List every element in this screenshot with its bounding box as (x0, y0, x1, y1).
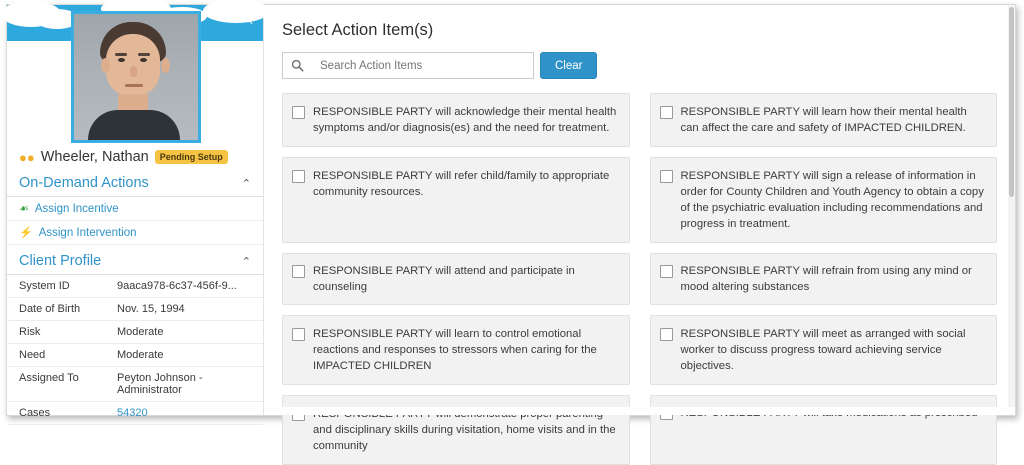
checkbox[interactable] (292, 106, 305, 119)
checkbox[interactable] (292, 170, 305, 183)
table-row (7, 275, 263, 298)
panel-bottom-edge (264, 407, 1015, 415)
row-value: Moderate (105, 321, 263, 344)
scrollbar-thumb[interactable] (1009, 7, 1014, 197)
photo-ear-right (161, 58, 170, 73)
person-icon: ●● (19, 149, 35, 165)
chevron-up-icon[interactable]: ⌃ (241, 177, 251, 190)
vertical-scrollbar[interactable] (1008, 5, 1015, 415)
row-label: Cases (7, 402, 105, 425)
chevron-up-icon[interactable]: ⌃ (241, 255, 251, 268)
bolt-icon: ⚡ (19, 227, 33, 239)
table-row (7, 367, 263, 402)
row-label: Risk (7, 321, 105, 344)
chevron-left-icon[interactable]: ‹ (249, 14, 253, 28)
row-label: Date of Birth (7, 298, 105, 321)
list-item[interactable] (282, 315, 630, 385)
row-value: Peyton Johnson - Administrator (105, 367, 263, 402)
photo-eye-left (118, 58, 125, 62)
list-item[interactable] (650, 395, 998, 465)
assign-incentive-label: Assign Incentive (34, 202, 119, 215)
row-label: Need (7, 344, 105, 367)
list-item[interactable] (282, 395, 630, 465)
checkbox[interactable] (660, 170, 673, 183)
trophy-icon: ☙ (19, 203, 29, 215)
search-input[interactable] (312, 52, 534, 79)
action-item-label: RESPONSIBLE PARTY will refrain from using any mind or mood altering substances (680, 265, 972, 293)
section-title: Client Profile (19, 253, 102, 269)
photo-shirt (88, 110, 180, 140)
checkbox[interactable] (660, 106, 673, 119)
photo-eye-right (140, 58, 147, 62)
list-item[interactable] (282, 253, 630, 305)
list-item[interactable] (650, 315, 998, 385)
client-name: Wheeler, Nathan (40, 149, 149, 165)
client-photo (74, 14, 198, 140)
table-row (7, 321, 263, 344)
action-item-label: RESPONSIBLE PARTY will refer child/family to appropriate community resources. (313, 170, 610, 198)
section-title: On-Demand Actions (19, 175, 149, 191)
client-sidebar (7, 5, 264, 419)
table-row (7, 402, 263, 425)
list-item[interactable] (650, 253, 998, 305)
client-name-row (7, 143, 263, 169)
action-item-label: RESPONSIBLE PARTY will learn to control emotional reactions and responses to stressors when caring for the IMPACTED CHILDREN (313, 328, 597, 372)
list-item[interactable] (282, 157, 630, 243)
assign-intervention-label: Assign Intervention (38, 226, 137, 239)
action-item-label: RESPONSIBLE PARTY will acknowledge their mental health symptoms and/or diagnosis(es) and the need for treatment. (313, 106, 617, 134)
assign-incentive-link[interactable] (7, 197, 263, 221)
row-label: System ID (7, 275, 105, 298)
search-icon (282, 52, 312, 79)
action-item-label: RESPONSIBLE PARTY will meet as arranged with social worker to discuss progress toward achieving service objectives. (680, 328, 966, 372)
cloud-shape (203, 0, 269, 23)
row-value: Nov. 15, 1994 (105, 298, 263, 321)
assign-intervention-link[interactable] (7, 221, 263, 245)
table-row (7, 344, 263, 367)
photo-nose (130, 66, 137, 77)
checkbox[interactable] (292, 265, 305, 278)
search-row (282, 52, 995, 79)
photo-mouth (125, 84, 143, 87)
checkbox[interactable] (660, 265, 673, 278)
section-on-demand-actions[interactable] (7, 169, 263, 197)
photo-ear-left (101, 58, 110, 73)
action-items-panel (264, 5, 1015, 452)
action-item-label: RESPONSIBLE PARTY will learn how their mental health can affect the care and safety of IMPACTED CHILDREN. (680, 106, 967, 134)
list-item[interactable] (282, 93, 630, 147)
page-title: Select Action Item(s) (282, 21, 434, 39)
action-item-label: and disciplinary skills during visitation, home visits and in the community (313, 424, 616, 452)
status-badge: Pending Setup (155, 150, 228, 164)
row-value: Moderate (105, 344, 263, 367)
action-item-label: RESPONSIBLE PARTY will sign a release of information in order for County Children and Youth Agency to obtain a copy of the psychiatric evaluation including recommendations and progress in treatment. (680, 170, 984, 230)
photo-brow-right (138, 53, 150, 56)
list-item[interactable] (650, 93, 998, 147)
cases-link[interactable]: 54320 (105, 402, 263, 425)
avatar (71, 11, 201, 143)
list-item[interactable] (650, 157, 998, 243)
table-row (7, 298, 263, 321)
client-profile-table (7, 275, 263, 425)
checkbox[interactable] (292, 328, 305, 341)
row-value: 9aaca978-6c37-456f-9... (105, 275, 263, 298)
action-item-label: RESPONSIBLE PARTY will attend and participate in counseling (313, 265, 575, 293)
application-window (6, 4, 1016, 452)
checkbox[interactable] (660, 328, 673, 341)
row-label: Assigned To (7, 367, 105, 402)
section-client-profile[interactable] (7, 247, 263, 275)
clear-button[interactable]: Clear (540, 52, 597, 79)
photo-brow-left (115, 53, 127, 56)
